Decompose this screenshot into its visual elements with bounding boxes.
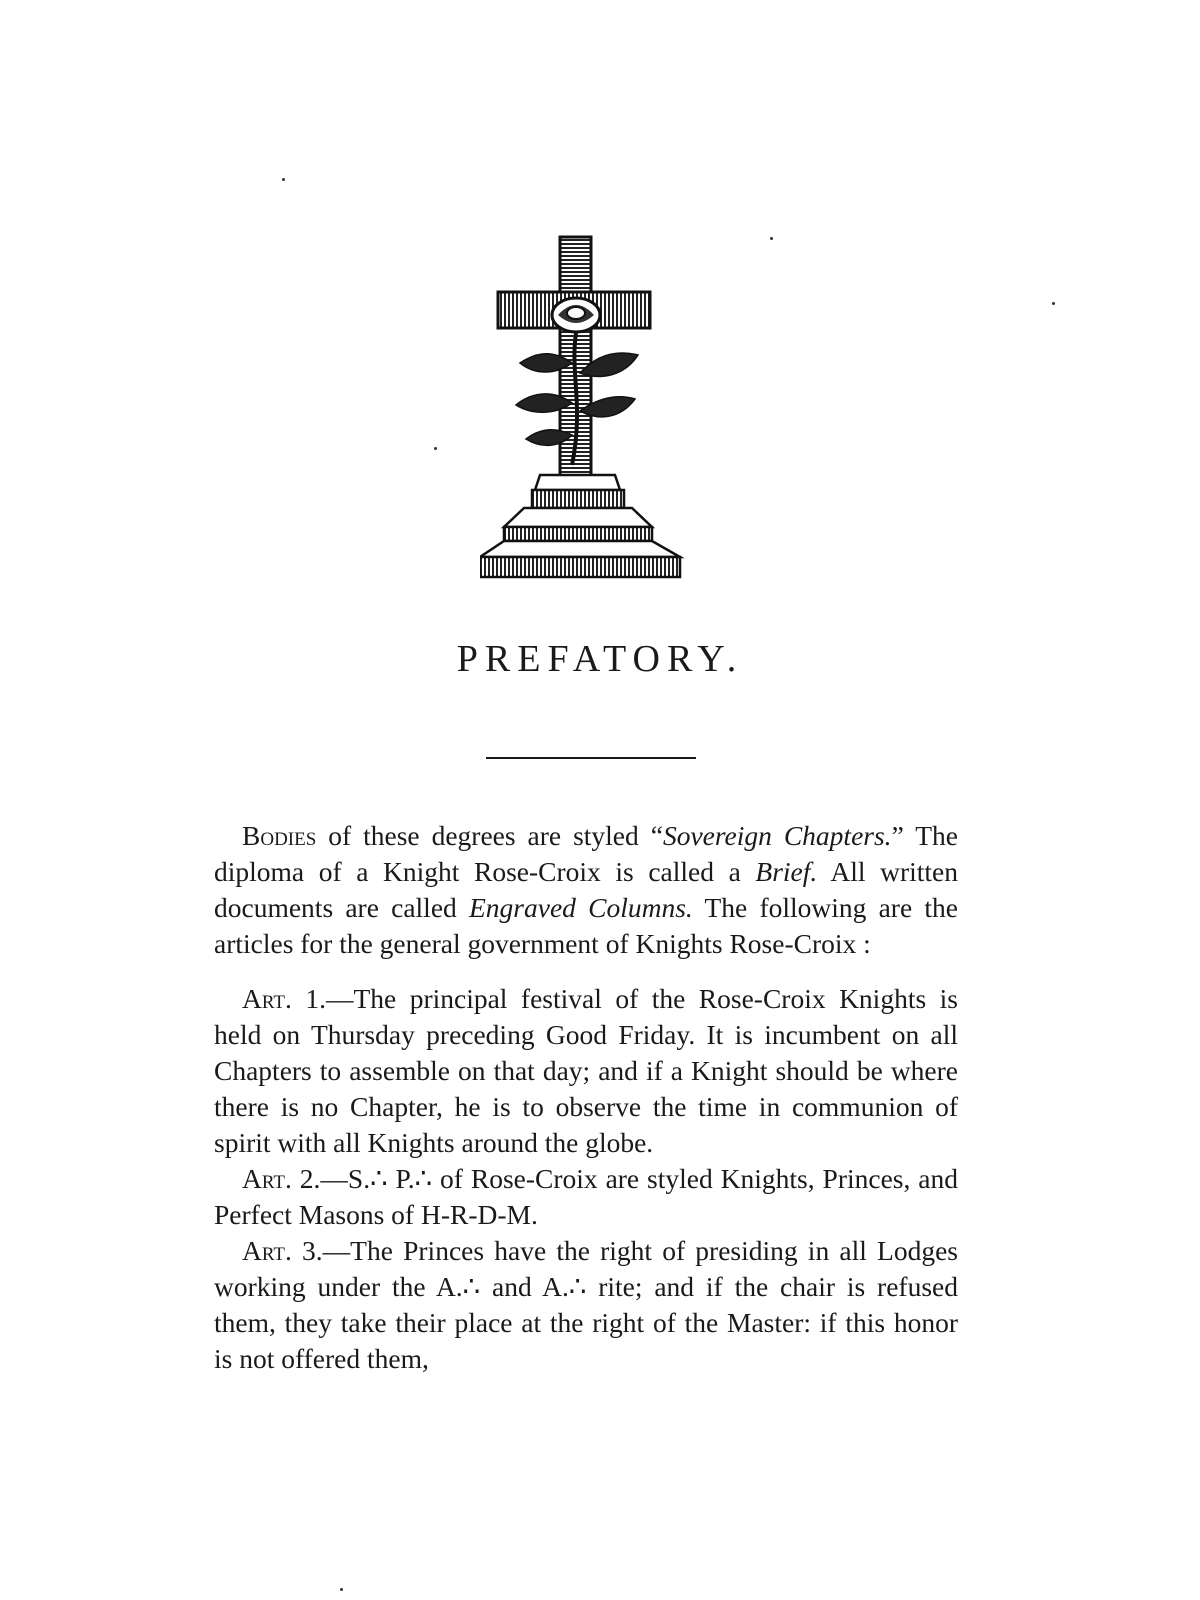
print-speck <box>1052 302 1055 305</box>
article-1-label: Art. <box>242 983 292 1014</box>
article-3-label: Art. <box>242 1235 292 1266</box>
title-divider <box>486 757 696 759</box>
intro-paragraph <box>214 818 958 962</box>
intro-italic-1: Sovereign Chapters. <box>662 820 892 851</box>
intro-lead: Bodies <box>242 820 317 851</box>
article-1 <box>214 981 958 1161</box>
intro-italic-2: Brief. <box>755 856 818 887</box>
body-text <box>214 818 958 1377</box>
base-upper-block <box>532 490 624 508</box>
intro-text-1: of these degrees are styled “ <box>316 820 663 851</box>
base-middle-step <box>504 508 652 527</box>
base-lower-step <box>480 541 680 557</box>
print-speck <box>282 178 285 181</box>
print-speck <box>340 1588 343 1591</box>
base-middle-block <box>504 527 652 541</box>
print-speck <box>770 237 773 240</box>
rose-croix-emblem <box>480 235 720 580</box>
rose-icon <box>552 298 600 332</box>
article-3-text: 3.—The Princes have the right of presiding in all Lodges working under the A.∴ and A.∴ rite; and if the chair is refused them, they take their place at the right of the Master: if this honor is not offered them, <box>214 1235 958 1374</box>
article-2 <box>214 1161 958 1233</box>
intro-text-2: ” The diploma of a Knight Rose-Croix is called a <box>214 820 958 887</box>
intro-italic-3: Engraved Columns. <box>468 892 693 923</box>
page-title: PREFATORY. <box>456 638 744 680</box>
base-lower-block <box>480 557 680 577</box>
article-1-text: 1.—The principal festival of the Rose-Croix Knights is held on Thursday preceding Good Friday. It is incumbent on all Chapters to assemble on that day; and if a Knight should be where there is no Chapter, he is to observe the time in communion of spirit with all Knights around the globe. <box>214 983 958 1158</box>
article-2-label: Art. <box>242 1163 292 1194</box>
article-2-text: 2.—S.∴ P.∴ of Rose-Croix are styled Knights, Princes, and Perfect Masons of H-R-D-M. <box>214 1163 958 1230</box>
intro-text-4: The following are the articles for the general government of Knights Rose-Croix : <box>214 892 958 959</box>
intro-text-3: All written documents are called <box>214 856 958 923</box>
print-speck <box>434 447 437 450</box>
base-top-step <box>535 475 620 490</box>
article-3 <box>214 1233 958 1377</box>
